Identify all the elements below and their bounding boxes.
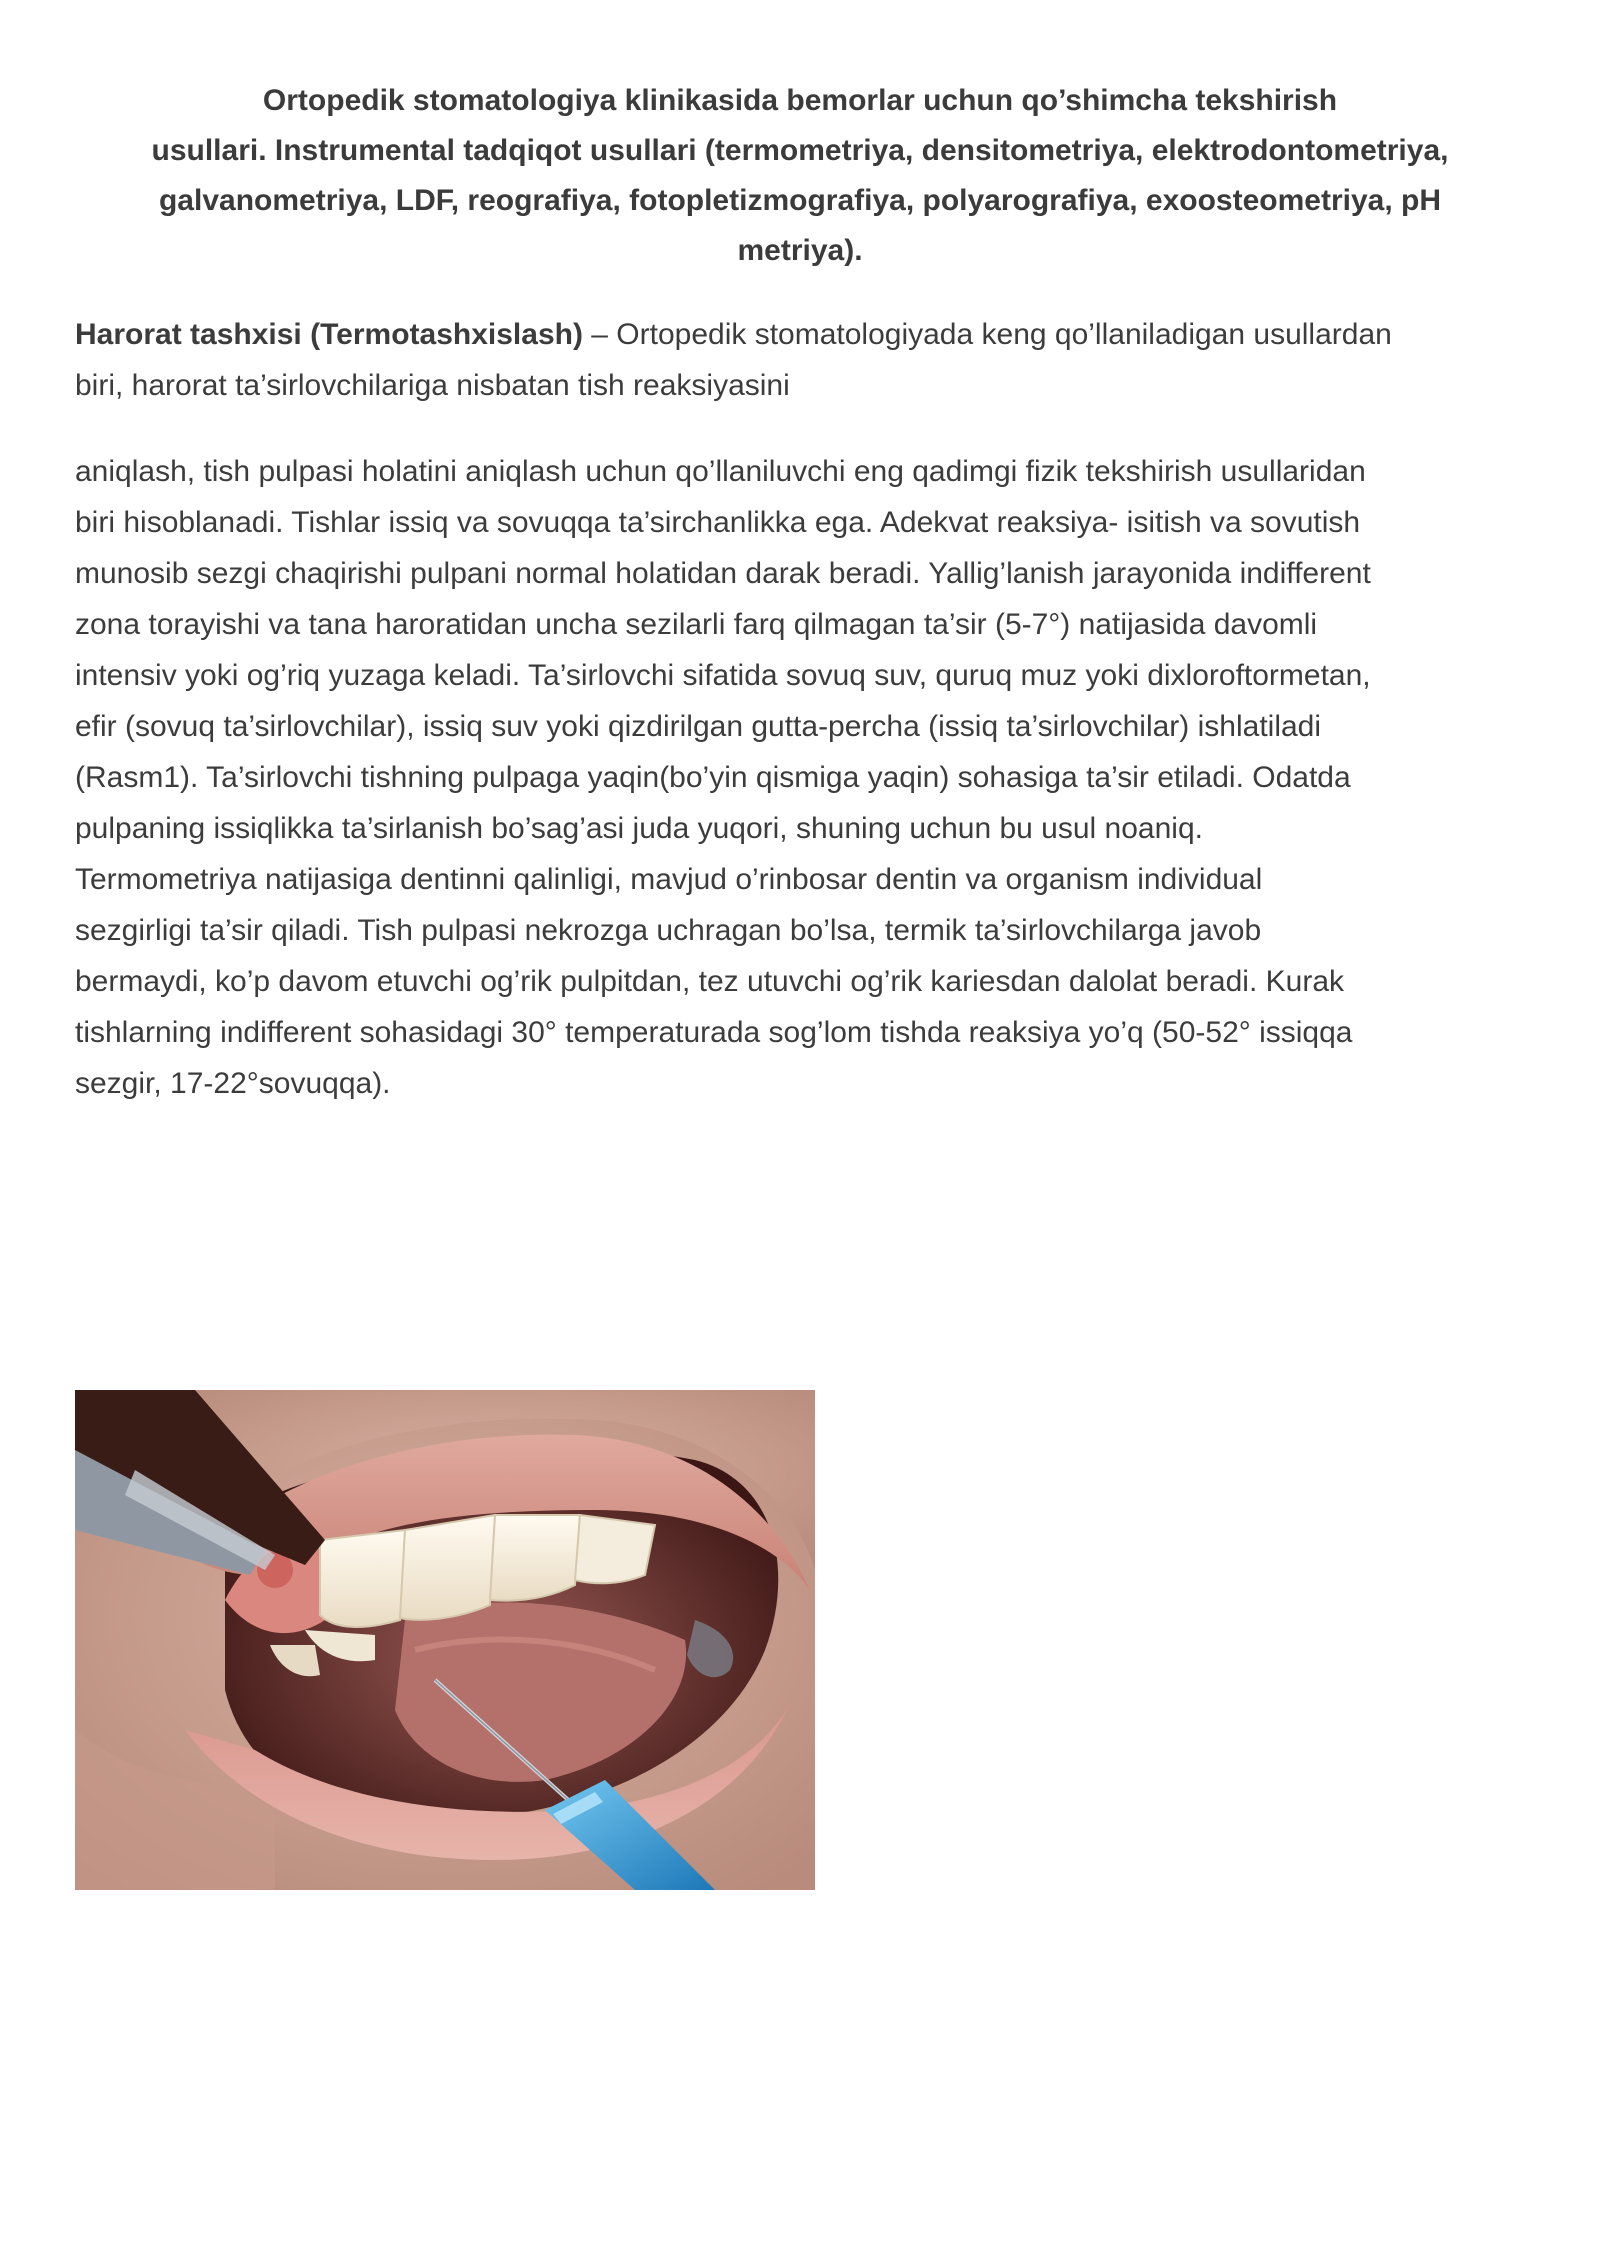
body-line: Termometriya natijasiga dentinni qalinligi, mavjud o’rinbosar dentin va organism individual [75,863,1263,896]
title-line-4: metriya). [737,234,863,267]
body-line: sezgirligi ta’sir qiladi. Tish pulpasi nekrozga uchragan bo’lsa, termik ta’sirlovchilarga javob [75,914,1262,947]
body-line: pulpaning issiqlikka ta’sirlanish bo’sag’asi juda yuqori, shuning uchun bu usul noaniq. [75,812,1203,845]
body-line: sezgir, 17-22°sovuqqa). [75,1067,391,1100]
body-line: munosib sezgi chaqirishi pulpani normal holatidan darak beradi. Yallig’lanish jarayonida indifferent [75,557,1371,590]
body-line: aniqlash, tish pulpasi holatini aniqlash uchun qo’llaniluvchi eng qadimgi fizik tekshirish usullaridan [75,455,1366,488]
intro-line-1 [75,309,1535,360]
intro-line-2: biri, harorat ta’sirlovchilariga nisbatan tish reaksiyasini [75,369,790,402]
title-line-2: usullari. Instrumental tadqiqot usullari (termometriya, densitometriya, elektrodontometriya, [151,134,1449,167]
body-line: intensiv yoki og’riq yuzaga keladi. Ta’sirlovchi sifatida sovuq suv, quruq muz yoki dixloroftormetan, [75,659,1371,692]
intro-lead: Harorat tashxisi (Termotashxislash) [75,318,583,351]
title-line-3: galvanometriya, LDF, reografiya, fotopletizmografiya, polyarografiya, exoosteometriya, pH [158,184,1441,217]
dental-photo-thermometry-icon [75,1390,815,1890]
body-line: (Rasm1). Ta’sirlovchi tishning pulpaga yaqin(bo’yin qismiga yaqin) sohasiga ta’sir etiladi. Odatda [75,761,1351,794]
intro-line-1-rest: – Ortopedik stomatologiyada keng qo’llaniladigan usullardan [582,318,1392,351]
title-line-1: Ortopedik stomatologiya klinikasida bemorlar uchun qo’shimcha tekshirish [262,84,1338,117]
body-line: biri hisoblanadi. Tishlar issiq va sovuqqa ta’sirchanlikka ega. Adekvat reaksiya- isitish va sovutish [75,506,1361,539]
body-line: tishlarning indifferent sohasidagi 30° temperaturada sog’lom tishda reaksiya yo’q (50-52° issiqqa [75,1016,1353,1049]
body-line: bermaydi, ko’p davom etuvchi og’rik pulpitdan, tez utuvchi og’rik kariesdan dalolat beradi. Kurak [75,965,1345,998]
body-paragraph [75,446,1535,1109]
document-title [75,76,1525,276]
body-line: zona torayishi va tana haroratidan uncha sezilarli farq qilmagan ta’sir (5-7°) natijasida davomli [75,608,1318,641]
body-line: efir (sovuq ta’sirlovchilar), issiq suv yoki qizdirilgan gutta-percha (issiq ta’sirlovchilar) ishlatiladi [75,710,1322,743]
intro-paragraph [75,309,1535,411]
